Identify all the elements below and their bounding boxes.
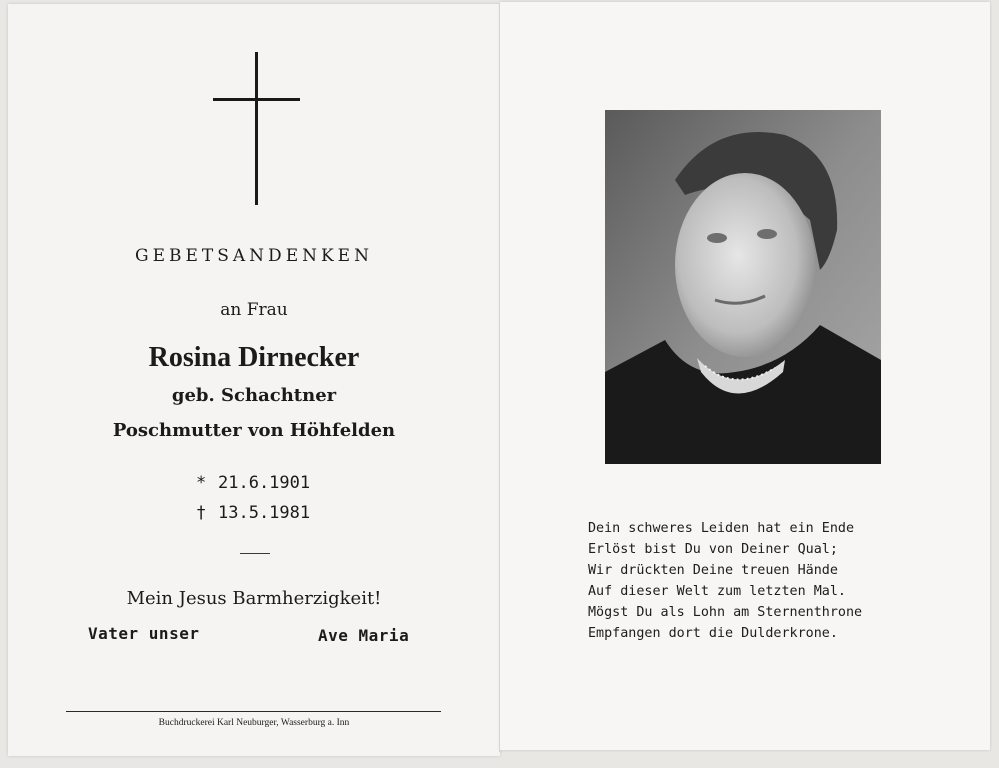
prayer-right: Ave Maria xyxy=(318,626,410,645)
maiden-name: geb. Schachtner xyxy=(171,385,337,406)
card-left-panel xyxy=(8,4,500,756)
deceased-name: Rosina Dirnecker xyxy=(148,342,360,373)
death-line xyxy=(196,503,310,523)
birth-symbol: * xyxy=(196,473,207,493)
poem-line: Erlöst bist Du von Deiner Qual; xyxy=(588,542,838,557)
birth-date: 21.6.1901 xyxy=(218,473,311,493)
poem-line: Auf dieser Welt zum letzten Mal. xyxy=(588,584,846,599)
intro-text: an Frau xyxy=(220,300,288,320)
poem-line: Empfangen dort die Dulderkrone. xyxy=(588,626,838,641)
deceased-title: Poschmutter von Höhfelden xyxy=(112,420,396,441)
divider-long xyxy=(66,711,441,712)
cross-icon-horizontal xyxy=(213,98,300,101)
prayer-left: Vater unser xyxy=(88,624,200,643)
poem-line: Mögst Du als Lohn am Sternenthrone xyxy=(588,605,863,620)
death-date: 13.5.1981 xyxy=(218,503,311,523)
card-fold-line xyxy=(499,4,500,752)
poem-line: Dein schweres Leiden hat ein Ende xyxy=(588,521,855,536)
poem xyxy=(588,518,978,644)
printer-imprint: Buchdruckerei Karl Neuburger, Wasserburg a. Inn xyxy=(158,718,350,728)
poem-line: Wir drückten Deine treuen Hände xyxy=(588,563,838,578)
birth-line xyxy=(196,473,310,493)
death-symbol: † xyxy=(196,503,207,523)
heading: GEBETSANDENKEN xyxy=(135,246,373,266)
cross-icon-vertical xyxy=(255,52,258,205)
divider-short xyxy=(240,553,270,554)
portrait-photo xyxy=(605,110,881,464)
prayer-line: Mein Jesus Barmherzigkeit! xyxy=(126,588,382,609)
